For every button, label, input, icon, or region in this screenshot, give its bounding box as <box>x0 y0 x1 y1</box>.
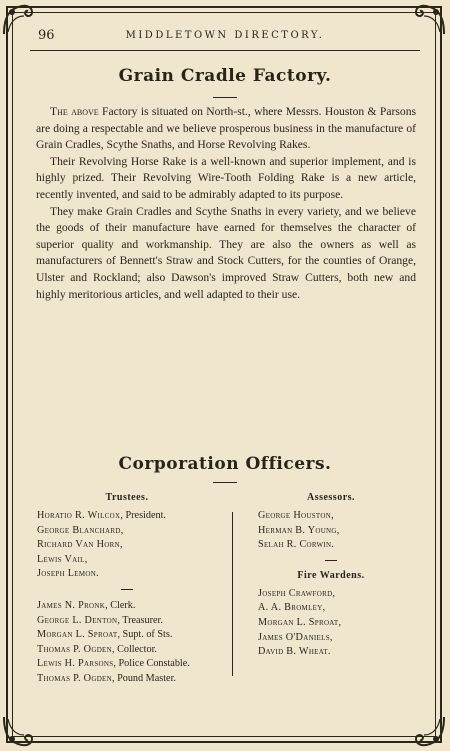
paragraph-text: They make Grain Cradles and Scythe Snaths in every variety, and we believe the goods of their manufacture have earned for themselves the character of superior quality and workmanship. They are also the owners as well as manufacturers of Bennett's Straw and Stock Cutters, for the counties of Orange, Ulster and Rockland; also Dawson's improved Straw Cutters, both new and highly meritorious articles, and well adapted to their use. <box>36 204 416 301</box>
list-item: James N. Pronk, Clerk. <box>37 599 136 611</box>
list-item: Selah R. Corwin. <box>258 539 334 551</box>
section-title-grain-cradle-factory: Grain Cradle Factory. <box>118 66 332 86</box>
trustees-heading: Trustees. <box>105 492 149 503</box>
list-item: Thomas P. Ogden, Pound Master. <box>37 672 176 684</box>
list-item: Thomas P. Ogden, Collector. <box>37 643 157 655</box>
fire-wardens-heading: Fire Wardens. <box>297 569 365 581</box>
corner-ornament-icon <box>412 715 446 749</box>
list-item: David B. Wheat. <box>258 646 331 658</box>
list-item: A. A. Bromley, <box>258 602 326 614</box>
list-item: Richard Van Horn, <box>37 539 123 551</box>
running-title: MIDDLETOWN DIRECTORY. <box>125 30 325 41</box>
list-item: Horatio R. Wilcox, President. <box>37 510 166 521</box>
list-item: George Houston, <box>258 510 334 521</box>
separator-dash <box>325 560 337 561</box>
corner-ornament-icon <box>2 715 36 749</box>
officers-left-column <box>32 492 222 687</box>
list-item: Morgan L. Sproat, <box>258 616 341 628</box>
trustees-list <box>32 509 222 582</box>
title-rule <box>213 97 237 98</box>
paragraph-lead: The above <box>50 105 99 118</box>
grain-factory-article <box>36 104 416 303</box>
paragraph <box>36 154 416 204</box>
fire-wardens-list <box>246 587 416 660</box>
list-item: Morgan L. Sproat, Supt. of Sts. <box>37 629 173 641</box>
paragraph <box>36 204 416 304</box>
list-item: George L. Denton, Treasurer. <box>37 614 163 626</box>
paragraph-text: Factory is situated on North-st., where Messrs. Houston & Parsons are doing a respectable and we believe prosperous business in the manufacture of Grain Cradles, Scythe Snaths, and Horse Revolving Rakes. <box>36 105 416 152</box>
list-item: George Blanchard, <box>37 524 124 536</box>
title-rule <box>213 482 237 483</box>
list-item: Lewis Vail, <box>37 553 88 565</box>
list-item: Lewis H. Parsons, Police Constable. <box>37 658 190 670</box>
paragraph-text: Their Revolving Horse Rake is a well-known and superior implement, and is highly prized. Their Revolving Wire-Tooth Folding Rake is a new article, recently invented, and said to be admirably adapted to its purpose. <box>36 154 416 201</box>
list-item: James O'Daniels, <box>258 631 333 643</box>
list-item: Joseph Lemon. <box>37 568 99 580</box>
officers-right-column <box>246 492 416 660</box>
assessors-list <box>246 509 416 553</box>
list-item: Herman B. Young, <box>258 524 340 536</box>
section-title-corporation-officers: Corporation Officers. <box>118 454 332 474</box>
running-head <box>24 28 426 46</box>
separator-dash <box>121 589 133 590</box>
column-divider <box>232 512 233 676</box>
page-number: 96 <box>38 28 55 43</box>
assessors-heading: Assessors. <box>306 492 356 503</box>
list-item: Joseph Crawford, <box>258 587 335 599</box>
officials-list <box>32 599 222 687</box>
paragraph <box>36 104 416 154</box>
header-rule <box>30 50 420 51</box>
